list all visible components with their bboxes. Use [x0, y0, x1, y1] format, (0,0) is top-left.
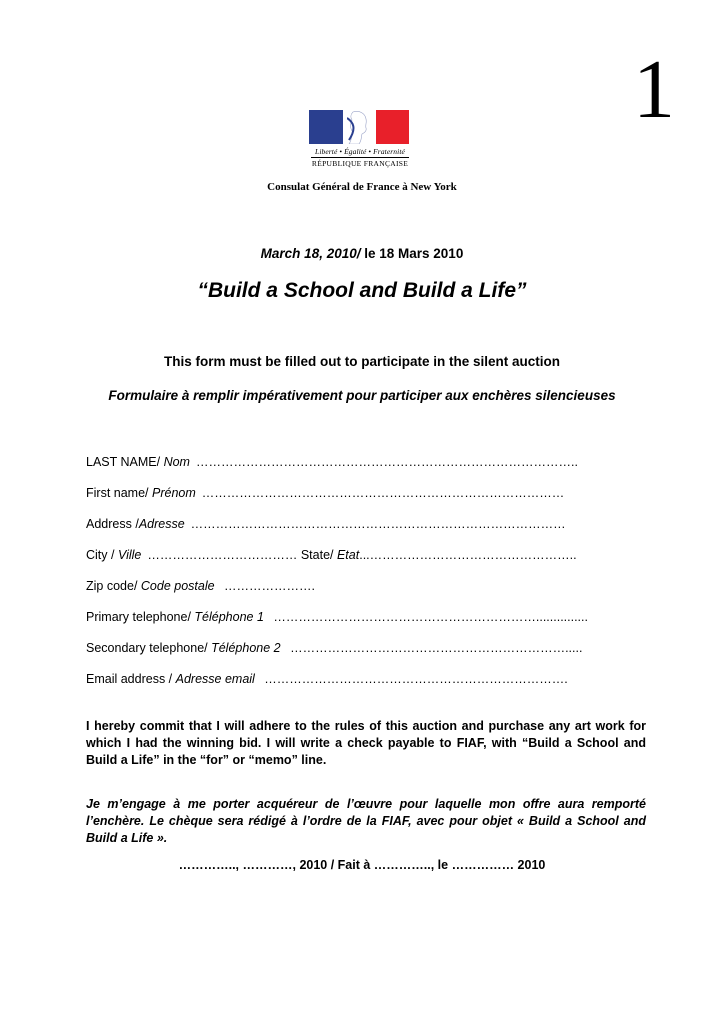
event-date-french: le 18 Mars 2010: [360, 246, 464, 261]
event-date-english: March 18, 2010/: [260, 246, 361, 261]
fill-in-line[interactable]: ………………………………………………………………………………: [190, 517, 566, 531]
instruction-french: Formulaire à remplir impérativement pour participer aux enchères silencieuses: [108, 388, 616, 403]
signature-date-line[interactable]: ………….., …………, 2010 / Fait à ………….., le …………… 2010: [178, 858, 546, 872]
field-label-french-state: Etat: [336, 548, 360, 562]
fill-in-line[interactable]: ……………………………………………………………………………: [201, 486, 565, 500]
logo-divider: [311, 157, 409, 158]
field-label: LAST NAME/: [86, 455, 164, 469]
field-label-french: Adresse: [138, 517, 185, 531]
fill-in-line[interactable]: ………………….: [220, 579, 316, 593]
field-label: Primary telephone/: [86, 610, 195, 624]
field-label-french: Téléphone 2: [211, 641, 281, 655]
flag-white-band: [343, 110, 376, 144]
page-number: 1: [633, 43, 675, 136]
commitment-french: Je m’engage à me porter acquéreur de l’œuvre pour laquelle mon offre aura remporté l’enchère. Le chèque sera rédigé à l’ordre de la FIAF, avec pour objet « Build a School and Build a Life ».: [86, 797, 646, 845]
instruction-english: This form must be filled out to participate in the silent auction: [163, 354, 561, 369]
fill-in-line-state[interactable]: ...…………………………………………..: [359, 548, 577, 562]
field-address[interactable]: [86, 517, 646, 548]
field-email-address[interactable]: [86, 672, 646, 703]
registration-fields: [86, 455, 646, 703]
field-label-french: Ville: [117, 548, 142, 562]
field-label: Zip code/: [86, 579, 141, 593]
republique-francaise-logo: [309, 110, 411, 168]
field-first-name[interactable]: [86, 486, 646, 517]
field-label-french: Prénom: [152, 486, 196, 500]
field-primary-telephone[interactable]: [86, 610, 646, 641]
field-label: City /: [86, 548, 118, 562]
field-label: Email address /: [86, 672, 176, 686]
field-zip-code[interactable]: [86, 579, 646, 610]
consulate-name: Consulat Général de France à New York: [267, 181, 457, 193]
commitment-english: I hereby commit that I will adhere to the rules of this auction and purchase any art work for which I had the winning bid. I will write a check payable to FIAF, with “Build a School and Build a Life” in the “for” or “memo” line.: [86, 719, 646, 767]
fill-in-line[interactable]: ………………………………………………………...............: [269, 610, 588, 624]
tricolor-flag: [309, 110, 409, 144]
field-label-french: Code postale: [140, 579, 215, 593]
fill-in-line[interactable]: ………………………………………………………………………………..: [195, 455, 578, 469]
fill-in-line[interactable]: ……………………………… State/: [147, 548, 337, 562]
fill-in-line[interactable]: ………………………………………………………….....: [286, 641, 583, 655]
field-last-name[interactable]: [86, 455, 646, 486]
field-label: Address /: [86, 517, 139, 531]
event-date: [0, 246, 724, 261]
flag-blue-band: [309, 110, 343, 144]
flag-red-band: [376, 110, 409, 144]
field-label-french: Téléphone 1: [194, 610, 264, 624]
field-city-state[interactable]: [86, 548, 646, 579]
field-label-french: Nom: [163, 455, 190, 469]
field-label-french: Adresse email: [175, 672, 255, 686]
marianne-profile-icon: [347, 110, 375, 144]
field-label: Secondary telephone/: [86, 641, 212, 655]
republic-motto: Liberté • Égalité • Fraternité: [315, 147, 405, 156]
document-title: “Build a School and Build a Life”: [197, 279, 527, 302]
republic-name: RÉPUBLIQUE FRANÇAISE: [311, 159, 409, 168]
field-secondary-telephone[interactable]: [86, 641, 646, 672]
field-label: First name/: [86, 486, 152, 500]
fill-in-line[interactable]: ……………………………………………………………….: [260, 672, 568, 686]
